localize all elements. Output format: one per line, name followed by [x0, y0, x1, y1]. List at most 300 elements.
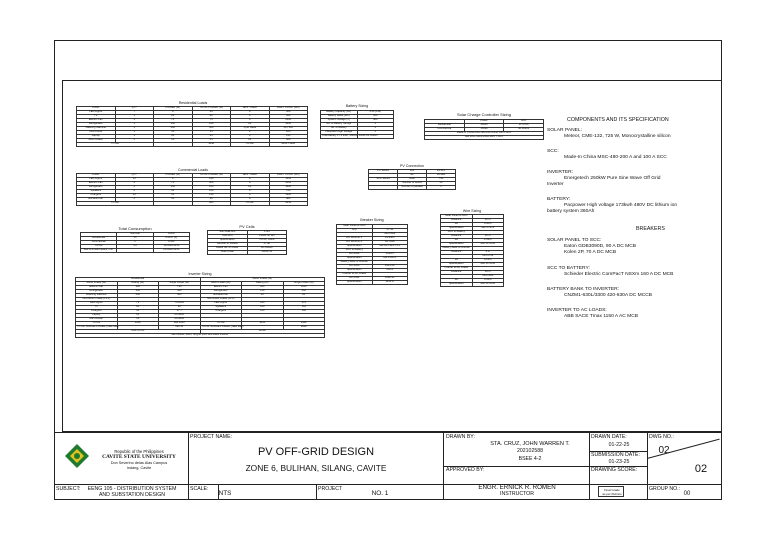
table-cell: 7: [115, 111, 154, 115]
table-cell: Exhaust Fan: [200, 294, 242, 298]
table-header-cell: Rating (W): [117, 282, 159, 286]
table-cell: 6: [231, 111, 270, 115]
table-header-cell: TOTAL POWER (W): [192, 174, 231, 178]
table-header-cell: POWER (W): [154, 174, 193, 178]
table-cell: 9: [154, 111, 193, 115]
table-cell: Motor Loads (W): [200, 278, 325, 282]
breaker-1-value-1: Eaton GDB3090D, 90 A DC MCB: [564, 244, 637, 249]
table-cell: TOTAL: [81, 245, 117, 249]
breaker-2-value: Schieder Electric ComPacT NSXm 160 A DC MCB: [564, 272, 674, 277]
table-cell: 80: [192, 115, 231, 119]
table-cell: Total W/h: [208, 235, 248, 239]
table-cell: 30: [154, 198, 193, 202]
table-cell: 10 m: [472, 235, 504, 239]
table-cell: 80: [283, 294, 325, 298]
breaker-2-label: SCC TO BATTERY:: [547, 266, 590, 271]
table-cell: TOTAL: [77, 143, 154, 147]
table-cell: SUBTOTAL: [76, 330, 201, 334]
table-header-cell: POWER (W): [154, 107, 193, 111]
battery-sizing-title: Battery Sizing: [345, 104, 369, 108]
table-cell: Solar Panel to SCC: [441, 215, 473, 219]
table-cell: 150: [192, 123, 231, 127]
pv-cells-title: PV Cells: [239, 224, 255, 229]
table-cell: 6: [231, 190, 270, 194]
commercial-loads-title: Commercial Loads: [178, 168, 208, 172]
table-cell: Specification: [208, 239, 248, 243]
table-cell: DC MCB: [337, 253, 373, 257]
table-cell: 150: [192, 186, 231, 190]
table-cell: Cell Phone: [77, 131, 116, 135]
table-cell: 65: [154, 135, 193, 139]
table-cell: 11668: [200, 330, 325, 334]
table-cell: 1088.91: [372, 277, 408, 281]
table-cell: AC MCB: [337, 277, 373, 281]
table-cell: 1: [357, 127, 394, 131]
grade-box-line-1: Final Grade: [604, 488, 620, 492]
table-cell: PV Series: [369, 170, 398, 174]
total-consumption-title: Total Consumption: [118, 226, 152, 231]
subject-label: SUBJECT:: [56, 486, 81, 492]
university-logo: [64, 443, 90, 469]
table-cell: 19028.58 Wh: [247, 235, 287, 239]
table-cell: 450: [159, 290, 201, 294]
table-cell: 0.10%: [472, 223, 504, 227]
table-header-cell: LOAD: [77, 107, 116, 111]
table-cell: 73: [117, 302, 159, 306]
table-cell: 120: [192, 190, 231, 194]
table-cell: 180: [269, 131, 308, 135]
table-header-cell: Motor Loads (W): [200, 282, 242, 286]
table-cell: TOTAL: [76, 322, 118, 326]
table-cell: 18.48A: [427, 174, 456, 178]
table-cell: Distance: [441, 271, 473, 275]
table-cell: TOTAL SURGE POWER (Take Max): [77, 325, 120, 329]
table-header-cell: DAILY CONS. (Wh): [269, 174, 308, 178]
table-cell: SCC to Battery: [441, 231, 473, 235]
table-total-row: [77, 143, 308, 147]
table-cell: 41.9585: [372, 237, 408, 241]
table-cell: WiFi Router: [76, 318, 118, 322]
table-cell: Distance: [441, 219, 473, 223]
table-cell: 1: [115, 123, 154, 127]
table-cell: TV: [76, 306, 118, 310]
table-header-cell: HRS. USED: [231, 107, 270, 111]
table-cell: 6: [231, 119, 270, 123]
scc-sizing-title: Solar Charge Controller Sizing: [456, 112, 512, 117]
drawn-date-label: DRAWN DATE:: [591, 434, 627, 440]
table-cell: LED Lights: [77, 178, 116, 182]
table-cell: 8: [231, 182, 270, 186]
table-cell: 172: [283, 302, 325, 306]
table-cell: 17.43: [372, 229, 408, 233]
project-title: PV OFF-GRID DESIGN: [257, 446, 375, 458]
table-cell: SCC Series: [369, 178, 398, 182]
table-cell: Specification: [441, 243, 473, 247]
breaker-3-value: CNZM1-630L/3300 420-630A DC MCCB: [564, 293, 653, 298]
table-cell: 750: [427, 178, 456, 182]
table-cell: VD: [441, 239, 473, 243]
table-header-cell: TOTAL POWER (W): [192, 107, 231, 111]
table-cell: 1 per week: [231, 127, 270, 131]
table-cell: Residential: [425, 124, 465, 128]
table-cell: Exhaust Fan: [77, 198, 116, 202]
table-cell: VD: [441, 259, 473, 263]
table-cell: Voc: [398, 170, 427, 174]
table-header-cell: QTY: [115, 107, 154, 111]
grade-box-line-2: as per Rubrics: [602, 492, 622, 496]
table-cell: 62.7838: [372, 241, 408, 245]
pv-cells-table: [207, 230, 287, 255]
table-cell: Number of parallel: [398, 186, 427, 190]
table-cell: Imax: [398, 178, 427, 182]
table-cell: 2: [115, 190, 154, 194]
table-cell: 23.4000: [159, 318, 201, 322]
table-cell: 2: [115, 198, 154, 202]
table-cell: 17.48: [247, 243, 287, 247]
table-cell: 16: [115, 178, 154, 182]
table-cell: 1058: [192, 143, 231, 147]
table-cell: Washing Machine: [76, 294, 118, 298]
table-cell: 320: [269, 115, 308, 119]
drawn-by-section: BSEE 4-2: [518, 456, 542, 462]
drawing-score-label: DRAWING SCORE:: [591, 467, 638, 473]
table-header-cell: 100%: [153, 233, 189, 237]
table-cell: 9,552: [153, 241, 189, 245]
grade-box: [598, 486, 624, 497]
table-cell: No. of Battery Strings: [321, 123, 358, 127]
table-cell: Battery Watts (Wh): [321, 115, 358, 119]
table-cell: 5.0: [117, 245, 153, 249]
table-cell: 15: [192, 139, 231, 143]
table-cell: 300: [242, 286, 284, 290]
tb-bottom-row-line: [54, 484, 722, 485]
table-cell: 75.6000: [159, 302, 201, 306]
table-cell: 2442: [283, 322, 325, 326]
table-cell: 1: [115, 127, 154, 131]
table-cell: 1120: [283, 286, 325, 290]
table-header-cell: DAILY CONS. (Wh): [269, 107, 308, 111]
table-cell: 630.2000: [472, 275, 504, 279]
table-cell: Inverter to AC Loads: [337, 273, 373, 277]
table-cell: use 250kW, 480V, off-grid pure sine wave inverter: [76, 334, 325, 338]
dwg-no: 02: [658, 445, 670, 456]
table-cell: 222.8593: [372, 233, 408, 237]
table-cell: Specification: [337, 269, 373, 273]
table-cell: 19,0028.2256: [153, 245, 189, 249]
table-row: [441, 283, 504, 287]
table-cell: use 16 mm2: [472, 243, 504, 247]
table-row: [208, 251, 287, 255]
table-cell: 8: [231, 198, 270, 202]
table-header-cell: SCC: [504, 120, 544, 124]
table-cell: 725 W, mono: [247, 239, 287, 243]
table-cell: Chargers: [76, 310, 118, 314]
table-header-cell: Surge Power (W): [159, 282, 201, 286]
table-cell: 1: [115, 139, 154, 143]
table-row: [81, 249, 190, 253]
table-header-cell: Nominal: [117, 233, 153, 237]
table-cell: 730: [159, 286, 201, 290]
table-cell: Non-Motor Loads (x1.2): [76, 298, 118, 302]
table-cell: VD: [441, 223, 473, 227]
table-cell: Solar Panel to SCC: [337, 225, 373, 229]
table-note-row: [425, 136, 544, 140]
table-cell: 90: [159, 306, 201, 310]
commercial-loads-table: [76, 173, 308, 206]
republic-text: Republic of the Philippines: [114, 449, 164, 454]
table-cell: 360: [269, 111, 308, 115]
table-cell: 3.53 (x10): [357, 111, 394, 115]
table-cell: Refrigerator: [77, 186, 116, 190]
table-header-cell: Motor Loads (W): [76, 282, 118, 286]
table-cell: 360: [269, 139, 308, 143]
table-row: [369, 186, 456, 190]
table-cell: DC MCB: [337, 265, 373, 269]
table-cell: 9552: [269, 202, 308, 206]
table-cell: DC MCB w/ 1: [337, 237, 373, 241]
scc-sizing-table: [424, 119, 544, 140]
drawn-by-label: DRAWN BY:: [446, 434, 475, 440]
pv-connection-table: [368, 169, 456, 190]
table-cell: 5 hrs: [247, 231, 287, 235]
table-cell: 97 870A: [504, 124, 544, 128]
breakers-heading: BREAKERS: [636, 226, 665, 232]
table-cell: Isc: [398, 174, 427, 178]
table-cell: Chargers: [200, 310, 242, 314]
wire-sizing-title: Wire Sizing: [462, 209, 482, 213]
wire-sizing-table: [440, 214, 504, 287]
table-cell: 10 m: [472, 271, 504, 275]
table-cell: Specification: [337, 257, 373, 261]
table-cell: 8.0117 (4): [153, 237, 189, 241]
table-cell: 45: [117, 310, 159, 314]
table-cell: Non-Motor Loads (x1.2): [200, 298, 242, 302]
scc-value: Made-In China MSC-480-200 A and 100 A SCC: [564, 155, 667, 160]
table-cell: 144: [283, 306, 325, 310]
table-cell: Distance: [441, 251, 473, 255]
table-header-cell: QTY: [115, 174, 154, 178]
table-header-cell: LOAD: [77, 174, 116, 178]
table-cell: Number of series: [398, 182, 427, 186]
table-cell: No. of Battery: [321, 127, 358, 131]
table-cell: 18 Panels: [247, 247, 287, 251]
table-cell: Total Power: [208, 251, 248, 255]
table-cell: 9: [154, 178, 193, 182]
table-cell: 49.35V: [427, 170, 456, 174]
table-cell: 60: [242, 294, 284, 298]
table-cell: 1200: [269, 194, 308, 198]
table-cell: 150: [242, 310, 284, 314]
table-cell: 616.6753: [472, 255, 504, 259]
table-cell: 150: [154, 186, 193, 190]
table-cell: 150: [242, 290, 284, 294]
table-cell: 4: [231, 115, 270, 119]
table-cell: 1058: [117, 322, 159, 326]
table-cell: use 4 mm2: [472, 227, 504, 231]
table-cell: 5 m: [472, 251, 504, 255]
table-cell: LED Lights: [200, 302, 242, 306]
inverter-sizing-title: Inverter Sizing: [188, 272, 212, 276]
table-cell: 1: [357, 123, 394, 127]
table-cell: TOTAL: [77, 202, 154, 206]
table-cell: Laptop: [77, 135, 116, 139]
table-cell: 360: [357, 115, 394, 119]
table-cell: 300: [117, 286, 159, 290]
project-no: NO. 1: [371, 490, 389, 497]
table-cell: Commercial: [425, 128, 465, 132]
approved-by-label: APPROVED BY:: [446, 467, 485, 473]
table-cell: 3: [231, 135, 270, 139]
table-cell: 480: [357, 119, 394, 123]
table-cell: 63: [192, 111, 231, 115]
table-cell: TV: [77, 115, 116, 119]
table-cell: 65: [117, 314, 159, 318]
table-cell: SCC to Battery: [337, 249, 373, 253]
table-cell: 1041: [242, 322, 284, 326]
table-cell: 1: [115, 115, 154, 119]
table-cell: 1152: [269, 178, 308, 182]
table-cell: 1: [115, 186, 154, 190]
table-cell: 150: [117, 290, 159, 294]
drawn-by-id: 202102588: [517, 448, 543, 454]
campus-name: Don Severino delas Alas Campus: [110, 461, 168, 465]
table-cell: use MSC-480V-200A MPPT SCC: [425, 136, 544, 140]
table-cell: Commercial: [81, 241, 117, 245]
inverter-value-1: Energetech 250kW Pure Sine Wave Off Grid: [564, 176, 661, 181]
battery-sizing-table: [320, 110, 394, 139]
inverter-label: INVERTER:: [547, 170, 573, 175]
table-cell: 144: [192, 178, 231, 182]
breaker-4-value: ABB SACE Tmax 1150 A AC MCB: [564, 314, 639, 319]
submission-date-label: SUBMISSION DATE:: [591, 452, 640, 458]
table-cell: 2160: [269, 119, 308, 123]
table-cell: 924: [192, 202, 231, 206]
table-cell: Specification: [337, 281, 373, 285]
table-cell: VD: [441, 279, 473, 283]
table-cell: 65: [192, 135, 231, 139]
breaker-1-value-2: Kolen 2P, 70 A DC MCB: [564, 250, 617, 255]
subject-value-1: EENG 105 - DISTRIBUTION SYSTEM: [87, 486, 177, 492]
table-cell: 60: [192, 198, 231, 202]
table-cell: 80: [117, 306, 159, 310]
university-name: CAVITE STATE UNIVERSITY: [102, 454, 176, 460]
table-cell: 2400: [269, 182, 308, 186]
table-cell: Due to limited space, min.: [81, 249, 117, 253]
table-cell: 1018.5: [372, 253, 408, 257]
table-cell: Refrigerator: [76, 290, 118, 294]
approved-by-role: INSTRUCTOR: [500, 491, 534, 497]
table-cell: 1.03%: [472, 239, 504, 243]
table-cell: 8: [231, 178, 270, 182]
table-cell: DC MCB w/ 2: [337, 241, 373, 245]
table-cell: Battery Capacity (Ah): [321, 111, 358, 115]
table-cell: [154, 202, 193, 206]
table-cell: 1: [357, 131, 394, 135]
table-cell: 480: [269, 198, 308, 202]
battery-value-2: battery system 360Ah: [547, 209, 595, 214]
table-cell: Laptop: [76, 314, 118, 318]
table-cell: 60: [154, 190, 193, 194]
table-cell: 10: [115, 194, 154, 198]
specs-heading: COMPONENTS AND ITS SPECIFICATION: [567, 117, 669, 123]
breaker-sizing-table: [336, 224, 408, 285]
table-cell: Refrigerator: [200, 290, 242, 294]
table-cell: 75: [154, 119, 193, 123]
table-cell: 450: [283, 290, 325, 294]
table-header-cell: HRS. USED: [231, 174, 270, 178]
table-cell: Residential: [81, 237, 117, 241]
table-cell: Battery Bank to Inverter: [441, 247, 473, 251]
table-cell: 1: [117, 241, 153, 245]
table-cell: Speakers: [200, 306, 242, 310]
table-cell: 1: [427, 186, 456, 190]
dwg-no-label: DWG NO.:: [649, 434, 674, 440]
table-cell: Pacpower High Voltage: [321, 131, 358, 135]
dwg-no-big: 02: [694, 463, 708, 475]
battery-label: BATTERY:: [547, 197, 571, 202]
table-cell: 15: [117, 318, 159, 322]
tb-v1: [188, 432, 189, 500]
solar-panel-value: Meteor, CME-132, 725 W, Monocrystalline silicon: [564, 134, 671, 139]
table-cell: Rice Cooker: [77, 139, 116, 143]
table-cell: 2848: [283, 326, 325, 330]
table-cell: use 16 mm2: [472, 283, 504, 287]
table-cell: 0.14%: [472, 279, 504, 283]
table-cell: Electric Fan: [76, 286, 118, 290]
table-cell: use 90 A and 70 A: [372, 245, 408, 249]
table-total-row: [77, 202, 308, 206]
breaker-3-label: BATTERY BANK TO INVERTER:: [547, 287, 620, 292]
table-cell: 3: [115, 131, 154, 135]
table-cell: Sun Peak Hrs: [208, 231, 248, 235]
table-cell: 10 m: [472, 219, 504, 223]
table-cell: TOTAL: [231, 143, 270, 147]
table-cell: 15: [192, 131, 231, 135]
table-cell: System Voltage (V): [321, 119, 358, 123]
table-cell: 4: [115, 182, 154, 186]
table-cell: 13050 W: [247, 251, 287, 255]
table-cell: Imp: [337, 229, 373, 233]
table-cell: Washing Machine: [77, 127, 116, 131]
table-cell: 180: [283, 310, 325, 314]
table-cell: 150: [192, 194, 231, 198]
table-cell: 15: [154, 131, 193, 135]
table-cell: 15: [154, 194, 193, 198]
table-cell: Inverter to AC Loads: [441, 267, 473, 271]
table-cell: 2041.56: [372, 265, 408, 269]
table-cell: Number of Panels: [208, 243, 248, 247]
table-cell: 9450.71428: [269, 143, 308, 147]
tb-top-line: [54, 432, 722, 433]
table-cell: Battery Bank to Inverter: [337, 261, 373, 265]
town-name: Indang, Cavite: [126, 466, 152, 470]
table-cell: 300: [192, 182, 231, 186]
table-cell: [117, 249, 153, 253]
table-cell: Rated No. of Panel: [208, 247, 248, 251]
table-cell: Specification: [337, 245, 373, 249]
solar-panel-label: SOLAR PANEL:: [547, 128, 582, 133]
table-header-cell: Surge Power (W): [283, 282, 325, 286]
table-cell: 65.4000: [159, 314, 201, 318]
table-row: [321, 135, 394, 139]
table-cell: use 16 mm2: [472, 263, 504, 267]
table-row: [337, 281, 408, 285]
table-cell: Chargers: [77, 194, 116, 198]
table-note-row: [76, 334, 325, 338]
project-name-label: PROJECT NAME:: [190, 434, 232, 440]
scale-value: NTS: [218, 490, 232, 497]
table-cell: 3600: [269, 123, 308, 127]
